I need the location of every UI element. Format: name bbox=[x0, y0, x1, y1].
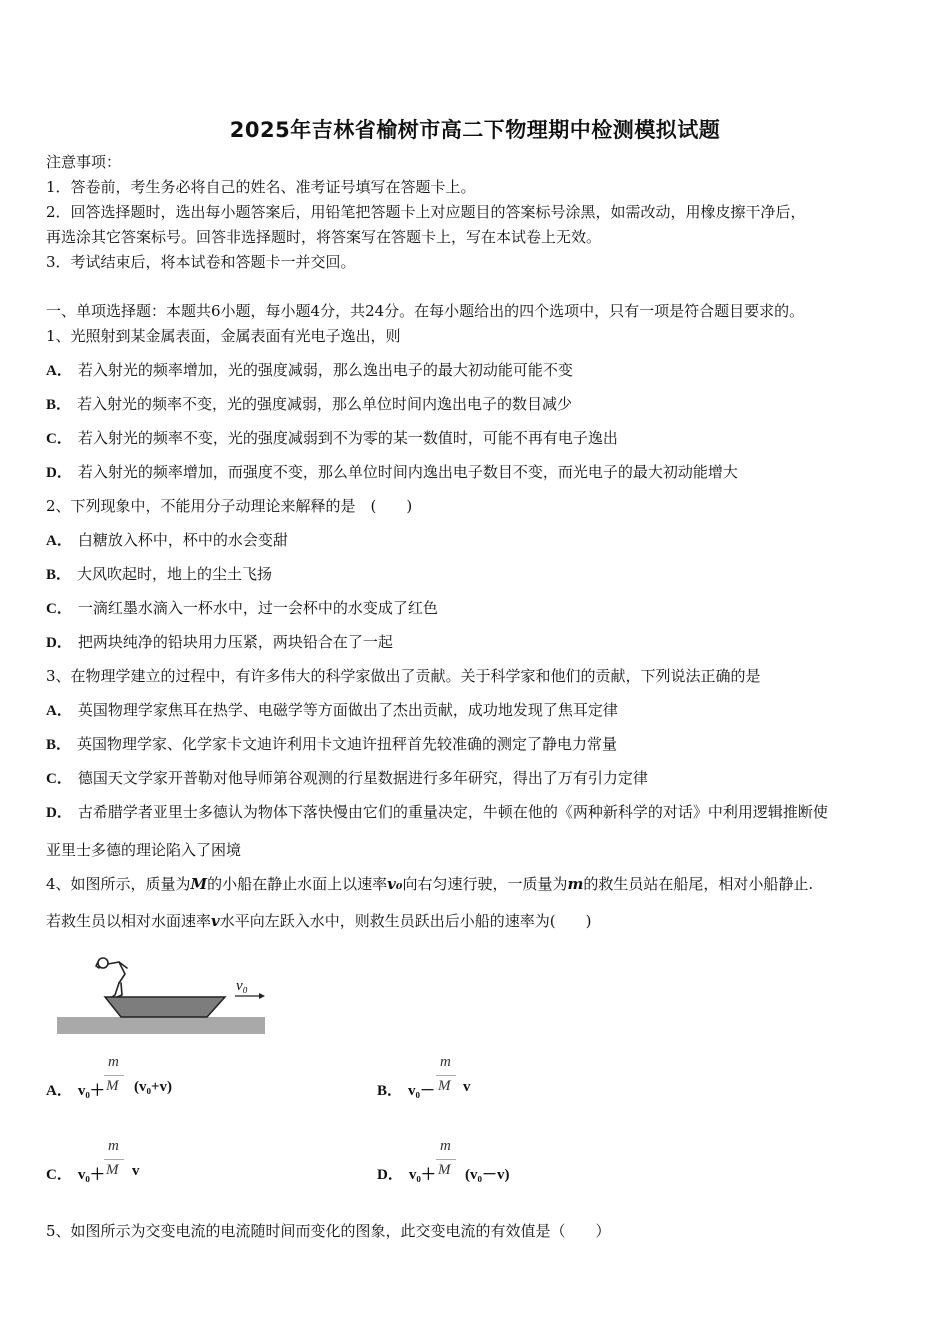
option-text: 若入射光的频率不变，光的强度减弱，那么单位时间内逸出电子的数目减少 bbox=[77, 395, 573, 413]
q2-stem: 2、下列现象中，不能用分子动理论来解释的是 ( ) bbox=[46, 497, 413, 515]
option-label: B． bbox=[377, 1083, 403, 1099]
q3-stem: 3、在物理学建立的过程中，有许多伟大的科学家做出了贡献。关于科学家和他们的贡献，下列说法正确的是 bbox=[46, 667, 761, 685]
velocity-label: v₀ bbox=[236, 978, 248, 994]
option-text: 若入射光的频率增加，光的强度减弱，那么逸出电子的最大初动能可能不变 bbox=[77, 361, 573, 379]
option-expr-post: (v₀－v) bbox=[465, 1167, 510, 1183]
q1-stem: 1、光照射到某金属表面，金属表面有光电子逸出，则 bbox=[46, 327, 401, 345]
lifeguard-leg-left bbox=[112, 983, 119, 997]
q2-option-d bbox=[46, 632, 393, 653]
option-text: 古希腊学者亚里士多德认为物体下落快慢由它们的重量决定，牛顿在他的《两种新科学的对话》中利用逻辑推断使 bbox=[77, 803, 828, 821]
option-text: 英国物理学家、化学家卡文迪许利用卡文迪许扭秤首先较准确的测定了静电力常量 bbox=[77, 735, 618, 753]
fraction-numerator: m bbox=[108, 1054, 119, 1070]
lifeguard-head bbox=[98, 958, 108, 968]
option-expr-pre: v₀＋ bbox=[77, 1083, 105, 1099]
q3-option-c bbox=[46, 768, 648, 789]
q4-var-v0: v₀ bbox=[387, 875, 403, 893]
q2-option-c bbox=[46, 598, 438, 619]
q4-var-M: M bbox=[190, 875, 208, 893]
q4-option-d-post bbox=[465, 1163, 510, 1184]
q1-option-c bbox=[46, 428, 618, 449]
q4-option-b bbox=[377, 1079, 435, 1100]
option-label: C． bbox=[46, 1167, 72, 1183]
boat-figure bbox=[55, 950, 270, 1038]
notice-item-2-cont: 再选涂其它答案标号。回答非选择题时，将答案写在答题卡上，写在本试卷上无效。 bbox=[46, 228, 602, 246]
q3-option-a bbox=[46, 700, 618, 721]
velocity-arrow-head bbox=[259, 993, 265, 999]
option-label: B． bbox=[46, 737, 72, 753]
q5-stem: 5、如图所示为交变电流的电流随时间而变化的图象，此交变电流的有效值是（ ） bbox=[46, 1222, 611, 1240]
q4-stem-line1 bbox=[46, 874, 813, 894]
option-text: 若入射光的频率不变，光的强度减弱到不为零的某一数值时，可能不再有电子逸出 bbox=[77, 429, 618, 447]
option-label: D． bbox=[46, 635, 72, 651]
option-text: 英国物理学家焦耳在热学、电磁学等方面做出了杰出贡献，成功地发现了焦耳定律 bbox=[77, 701, 618, 719]
option-label: B． bbox=[46, 567, 72, 583]
option-label: B． bbox=[46, 397, 72, 413]
notice-item-2: 2．回答选择题时，选出每小题答案后，用铅笔把答题卡上对应题目的答案标号涂黑，如需改动，用橡皮擦干净后， bbox=[46, 203, 806, 221]
q1-option-d bbox=[46, 462, 738, 483]
q4-stem-line2 bbox=[46, 911, 591, 931]
option-label: A． bbox=[46, 703, 72, 719]
option-expr-pre: v₀＋ bbox=[77, 1167, 105, 1183]
fraction-numerator: m bbox=[108, 1138, 119, 1154]
option-label: D． bbox=[46, 465, 72, 481]
option-text: 大风吹起时，地上的尘土飞扬 bbox=[77, 565, 273, 583]
option-text: 若入射光的频率增加，而强度不变，那么单位时间内逸出电子数目不变，而光电子的最大初动能增大 bbox=[77, 463, 738, 481]
option-label: C． bbox=[46, 771, 72, 787]
option-label: D． bbox=[377, 1167, 403, 1183]
fraction-numerator: m bbox=[440, 1054, 451, 1070]
option-text: 白糖放入杯中，杯中的水会变甜 bbox=[77, 531, 288, 549]
option-label: A． bbox=[46, 533, 72, 549]
option-expr-pre: v₀－ bbox=[408, 1083, 436, 1099]
section-heading: 一、单项选择题：本题共6小题，每小题4分，共24分。在每小题给出的四个选项中，只有一项是符合题目要求的。 bbox=[46, 302, 805, 320]
option-label: C． bbox=[46, 601, 72, 617]
option-label: A． bbox=[46, 1083, 72, 1099]
option-expr-post: v bbox=[463, 1079, 471, 1095]
notice-item-1: 1．答卷前，考生务必将自己的姓名、准考证号填写在答题卡上。 bbox=[46, 178, 476, 196]
fraction-bar bbox=[104, 1159, 124, 1160]
q4-option-a bbox=[46, 1079, 105, 1100]
option-expr-post: (v₀+v) bbox=[134, 1079, 173, 1095]
q4-var-m: m bbox=[567, 875, 584, 893]
q4-text: 的小船在静止水面上以速率 bbox=[207, 875, 388, 893]
option-label: D． bbox=[46, 805, 72, 821]
page-title: 2025年吉林省榆树市高二下物理期中检测模拟试题 bbox=[229, 118, 721, 142]
q4-text: 4、如图所示，质量为 bbox=[46, 875, 191, 893]
lifeguard-body bbox=[108, 962, 127, 968]
q4-option-a-post bbox=[134, 1079, 172, 1096]
option-text: 德国天文学家开普勒对他导师第谷观测的行星数据进行多年研究，得出了万有引力定律 bbox=[77, 769, 648, 787]
option-text: 一滴红墨水滴入一杯水中，过一会杯中的水变成了红色 bbox=[77, 599, 438, 617]
q4-text: 向右匀速行驶，一质量为 bbox=[402, 875, 568, 893]
option-label: C． bbox=[46, 431, 72, 447]
notice-item-3: 3．考试结束后，将本试卷和答题卡一并交回。 bbox=[46, 253, 356, 271]
option-label: A． bbox=[46, 363, 72, 379]
q3-option-d bbox=[46, 802, 828, 823]
q3-option-d-cont: 亚里士多德的理论陷入了困境 bbox=[46, 841, 242, 859]
water-surface bbox=[57, 1017, 265, 1034]
fraction-numerator: m bbox=[440, 1138, 451, 1154]
option-expr-pre: v₀＋ bbox=[408, 1167, 436, 1183]
q1-option-a bbox=[46, 360, 573, 381]
notice-heading: 注意事项： bbox=[46, 153, 122, 171]
q3-option-b bbox=[46, 734, 617, 755]
q4-var-v: v bbox=[211, 912, 220, 930]
option-expr-post: v bbox=[132, 1163, 140, 1179]
lifeguard-figure bbox=[96, 958, 127, 997]
q4-option-d bbox=[377, 1163, 436, 1184]
option-text: 把两块纯净的铅块用力压紧，两块铅合在了一起 bbox=[77, 633, 393, 651]
fraction-bar bbox=[104, 1075, 124, 1076]
fraction-denominator: M bbox=[438, 1162, 451, 1178]
q1-option-b bbox=[46, 394, 572, 415]
fraction-denominator: M bbox=[106, 1078, 119, 1094]
fraction-bar bbox=[436, 1159, 456, 1160]
boat-hull bbox=[105, 997, 225, 1017]
q4-option-c-post bbox=[132, 1163, 140, 1180]
fraction-denominator: M bbox=[106, 1162, 119, 1178]
q4-text: 的救生员站在船尾，相对小船静止. bbox=[583, 875, 814, 893]
q4-text: 若救生员以相对水面速率 bbox=[46, 912, 212, 930]
q4-option-b-post bbox=[463, 1079, 471, 1096]
q2-option-b bbox=[46, 564, 272, 585]
fraction-bar bbox=[436, 1075, 456, 1076]
q2-option-a bbox=[46, 530, 288, 551]
q4-text: 水平向左跃入水中，则救生员跃出后小船的速率为( ) bbox=[219, 912, 592, 930]
fraction-denominator: M bbox=[438, 1078, 451, 1094]
q4-option-c bbox=[46, 1163, 105, 1184]
